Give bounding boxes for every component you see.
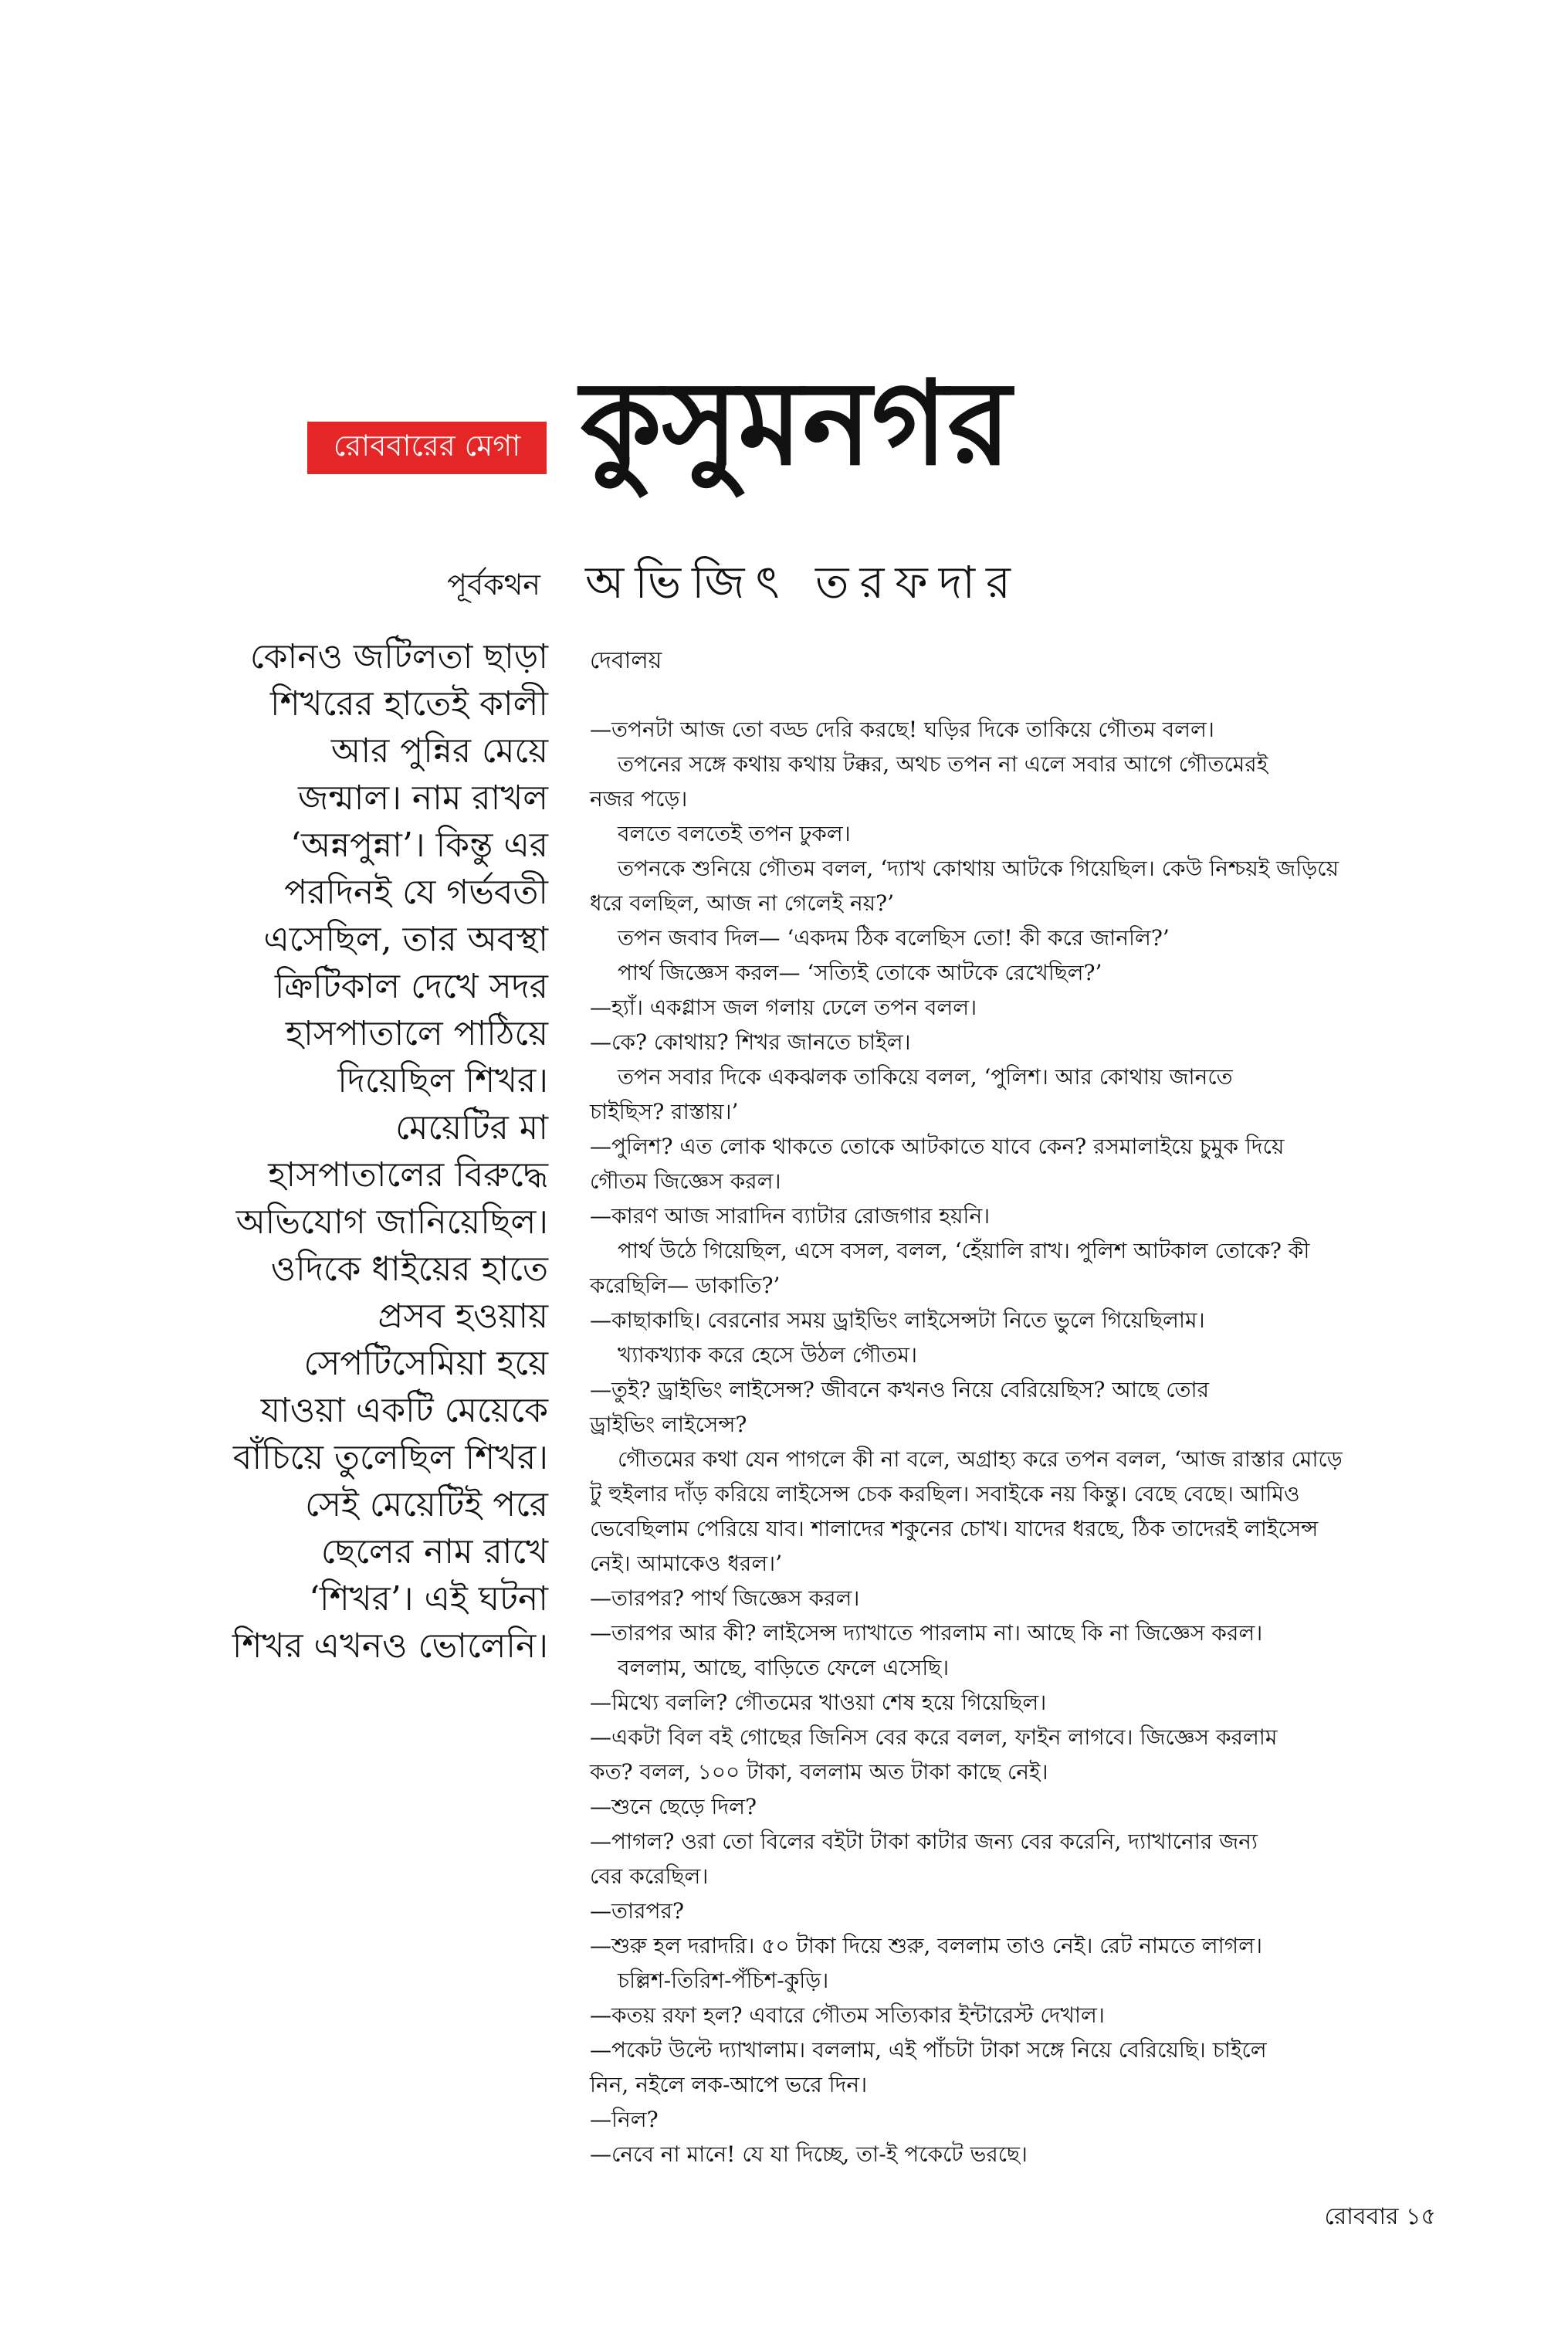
story-line: চাইছিস? রাস্তায়।’	[590, 1099, 739, 1124]
prologue-line: কোনও জটিলতা ছাড়া	[249, 637, 548, 676]
story-line: —পাগল? ওরা তো বিলের বইটা টাকা কাটার জন্য বের করেনি, দ্যাখানোর জন্য	[590, 1829, 1258, 1854]
prologue-line: প্রসব হওয়ায়	[378, 1297, 548, 1336]
prologue-line: যাওয়া একটি মেয়েকে	[260, 1391, 548, 1430]
story-line: করেছিলি— ডাকাতি?’	[590, 1273, 781, 1298]
prologue-line: পরদিনই যে গর্ভবতী	[284, 873, 548, 912]
prologue-label: পূর্বকথন	[447, 568, 540, 602]
story-line: চল্লিশ-তিরিশ-পঁচিশ-কুড়ি।	[618, 1968, 829, 1993]
story-line: —কে? কোথায়? শিখর জানতে চাইল।	[590, 1029, 911, 1055]
story-line: —কাছাকাছি। বেরনোর সময় ড্রাইভিং লাইসেন্সটা নিতে ভুলে গিয়েছিলাম।	[590, 1307, 1205, 1333]
story-line: —তারপর আর কী? লাইসেন্স দ্যাখাতে পারলাম না। আছে কি না জিজ্ঞেস করল।	[590, 1620, 1263, 1646]
story-line: —নিল?	[590, 2107, 659, 2132]
story-line: বললাম, আছে, বাড়িতে ফেলে এসেছি।	[618, 1655, 950, 1680]
section-heading: দেবালয়	[590, 647, 662, 674]
story-line: —পকেট উল্টে দ্যাখালাম। বললাম, এই পাঁচটা টাকা সঙ্গে নিয়ে বেরিয়েছি। চাইলে	[590, 2037, 1267, 2063]
prologue-line: অভিযোগ জানিয়েছিল।	[235, 1202, 548, 1242]
prologue-line: দিয়েছিল শিখর।	[337, 1061, 548, 1100]
story-line: নেই। আমাকেও ধরল।’	[590, 1551, 783, 1576]
prologue-line: ক্রিটিকাল দেখে সদর	[274, 967, 548, 1006]
story-line: তপন সবার দিকে একঝলক তাকিয়ে বলল, ‘পুলিশ। আর কোথায় জানতে	[618, 1064, 1233, 1090]
story-lines	[590, 712, 1439, 2172]
prologue-line: ওদিকে ধাইয়ের হাতে	[270, 1249, 548, 1289]
story-title: কুসুমনগর	[581, 355, 1011, 491]
story-line: —কতয় রফা হল? এবারে গৌতম সত্যিকার ইন্টারেস্ট দেখাল।	[590, 2002, 1105, 2028]
story-line: —পুলিশ? এত লোক থাকতে তোকে আটকাতে যাবে কেন? রসমালাইয়ে চুমুক দিয়ে	[590, 1134, 1285, 1159]
section-tag	[307, 422, 547, 474]
story-line: —একটা বিল বই গোছের জিনিস বের করে বলল, ফাইন লাগবে। জিজ্ঞেস করলাম	[590, 1724, 1278, 1750]
story-line: ড্রাইভিং লাইসেন্স?	[590, 1412, 747, 1437]
story-line: পার্থ উঠে গিয়েছিল, এসে বসল, বলল, ‘হেঁয়ালি রাখ। পুলিশ আটকাল তোকে? কী	[618, 1238, 1310, 1263]
story-line: —তারপর?	[590, 1898, 684, 1924]
story-line: খ্যাকখ্যাক করে হেসে উঠল গৌতম।	[618, 1342, 918, 1368]
page-folio: রোববার ১৫	[1324, 2203, 1436, 2230]
story-line: —হ্যাঁ। একগ্লাস জল গলায় ঢেলে তপন বলল।	[590, 995, 977, 1020]
prologue-line: সেপটিসেমিয়া হয়ে	[303, 1344, 548, 1383]
prologue-line: মেয়েটির মা	[395, 1108, 548, 1148]
prologue-line: শিখর এখনও ভোলেনি।	[232, 1626, 548, 1666]
prologue-line: জন্মাল। নাম রাখল	[297, 778, 548, 818]
author-name: অভিজিৎ তরফদার	[585, 556, 1021, 609]
prologue-line: সেই মেয়েটিই পরে	[305, 1485, 548, 1524]
story-line: নিন, নইলে লক-আপে ভরে দিন।	[590, 2072, 868, 2097]
prologue-line: শিখরের হাতেই কালী	[270, 684, 548, 724]
story-line: গৌতম জিজ্ঞেস করল।	[590, 1168, 781, 1194]
story-line: কত? বলল, ১০০ টাকা, বললাম অত টাকা কাছে নেই।	[590, 1759, 1048, 1785]
story-line: —তারপর? পার্থ জিজ্ঞেস করল।	[590, 1585, 860, 1611]
story-line: বলতে বলতেই তপন ঢুকল।	[618, 821, 851, 846]
prologue-line: হাসপাতালের বিরুদ্ধে	[268, 1155, 548, 1195]
section-gap	[590, 684, 1439, 712]
story-line: ভেবেছিলাম পেরিয়ে যাব। শালাদের শকুনের চোখ। যাদের ধরছে, ঠিক তাদেরই লাইসেন্স	[590, 1516, 1319, 1541]
story-line: —কারণ আজ সারাদিন ব্যাটার রোজগার হয়নি।	[590, 1203, 991, 1229]
prologue-line: ‘শিখর’। এই ঘটনা	[309, 1579, 548, 1619]
prologue-line: ‘অন্নপুন্না’। কিন্তু এর	[290, 826, 548, 865]
story-line: —নেবে না মানে! যে যা দিচ্ছে, তা-ই পকেটে ভরছে।	[590, 2141, 1028, 2167]
story-line: বের করেছিল।	[590, 1863, 709, 1889]
story-line: —মিথ্যে বললি? গৌতমের খাওয়া শেষ হয়ে গিয়েছিল।	[590, 1690, 1047, 1715]
prologue-line: আর পুন্নির মেয়ে	[330, 731, 548, 771]
story-line: গৌতমের কথা যেন পাগলে কী না বলে, অগ্রাহ্য করে তপন বলল, ‘আজ রাস্তার মোড়ে	[618, 1446, 1343, 1472]
section-tag-label: রোববারের মেগা	[333, 429, 521, 463]
story-body	[590, 638, 1439, 2172]
story-line: নজর পড়ে।	[590, 786, 688, 812]
prologue-line: ছেলের নাম রাখে	[320, 1532, 548, 1572]
story-line: —তুই? ড্রাইভিং লাইসেন্স? জীবনে কখনও নিয়ে বেরিয়েছিস? আছে তোর	[590, 1377, 1209, 1402]
prologue-text	[116, 633, 548, 1670]
prologue-line: এসেছিল, তার অবস্থা	[263, 920, 548, 959]
story-line: টু হুইলার দাঁড় করিয়ে লাইসেন্স চেক করছিল। সবাইকে নয় কিন্তু। বেছে বেছে। আমিও	[590, 1481, 1300, 1507]
story-line: পার্থ জিজ্ঞেস করল— ‘সত্যিই তোকে আটকে রেখেছিল?’	[618, 960, 1102, 985]
story-line: —তপনটা আজ তো বড্ড দেরি করছে! ঘড়ির দিকে তাকিয়ে গৌতম বলল।	[590, 717, 1214, 742]
story-line: তপনকে শুনিয়ে গৌতম বলল, ‘দ্যাখ কোথায় আটকে গিয়েছিল। কেউ নিশ্চয়ই জড়িয়ে	[618, 856, 1339, 881]
story-line: তপনের সঙ্গে কথায় কথায় টক্কর, অথচ তপন না এলে সবার আগে গৌতমেরই	[618, 751, 1268, 777]
prologue-line: বাঁচিয়ে তুলেছিল শিখর।	[232, 1438, 548, 1477]
story-line: তপন জবাব দিল— ‘একদম ঠিক বলেছিস তো! কী করে জানলি?’	[618, 925, 1170, 951]
story-line: ধরে বলছিল, আজ না গেলেই নয়?’	[590, 890, 895, 916]
story-line: —শুরু হল দরাদরি। ৫০ টাকা দিয়ে শুরু, বললাম তাও নেই। রেট নামতে লাগল।	[590, 1933, 1262, 1958]
story-line: —শুনে ছেড়ে দিল?	[590, 1794, 757, 1819]
prologue-line: হাসপাতালে পাঠিয়ে	[285, 1014, 548, 1053]
